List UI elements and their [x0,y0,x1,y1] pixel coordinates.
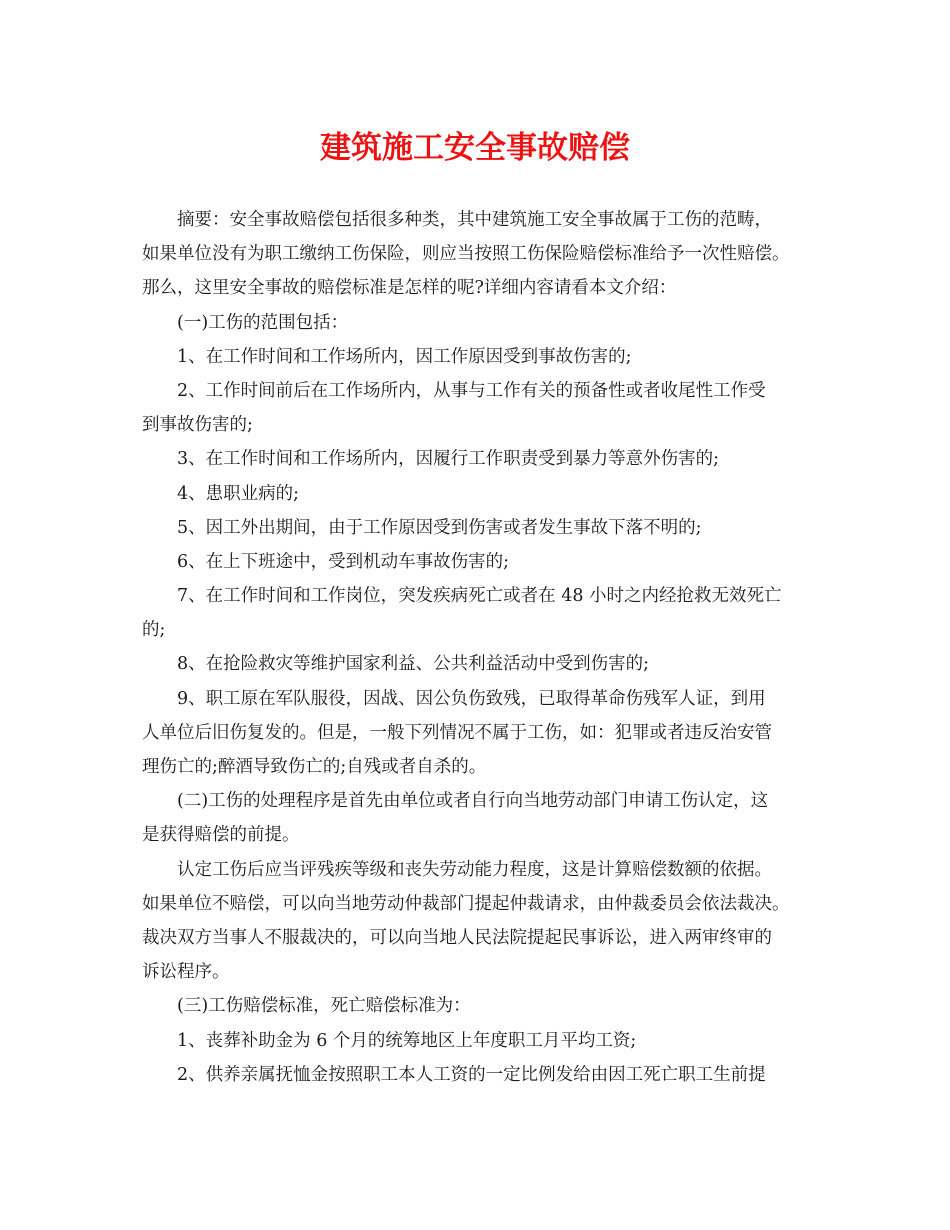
paragraph-line-indented: 2、供养亲属抚恤金按照职工本人工资的一定比例发给由因工死亡职工生前提 [177,1064,766,1085]
paragraph-line: 那么，这里安全事故的赔偿标准是怎样的呢?详细内容请看本文介绍： [142,278,677,299]
paragraph-line: 诉讼程序。 [142,962,230,983]
paragraph-line-indented: (三)工伤赔偿标准，死亡赔偿标准为： [177,996,471,1017]
paragraph-line: 人单位后旧伤复发的。但是，一般下列情况不属于工伤，如：犯罪或者违反治安管 [142,722,772,743]
paragraph-line-indented: 7、在工作时间和工作岗位，突发疾病死亡或者在 48 小时之内经抢救无效死亡 [177,586,782,607]
paragraph-line: 裁决双方当事人不服裁决的，可以向当地人民法院提起民事诉讼，进入两审终审的 [142,927,772,948]
paragraph-line: 理伤亡的;醉酒导致伤亡的;自残或者自杀的。 [142,757,487,777]
paragraph-line-indented: 1、丧葬补助金为 6 个月的统筹地区上年度职工月平均工资; [177,1030,637,1051]
paragraph-line: 如果单位没有为职工缴纳工伤保险，则应当按照工伤保险赔偿标准给予一次性赔偿。 [142,244,790,265]
paragraph-line-indented: (二)工伤的处理程序是首先由单位或者自行向当地劳动部门申请工伤认定，这 [177,791,769,812]
paragraph-line-indented: 1、在工作时间和工作场所内，因工作原因受到事故伤害的; [177,346,632,367]
paragraph-line: 到事故伤害的; [142,415,253,436]
paragraph-line-indented: (一)工伤的范围包括： [177,312,349,333]
paragraph-line-indented: 3、在工作时间和工作场所内，因履行工作职责受到暴力等意外伤害的; [177,449,720,470]
paragraph-line-indented: 5、因工外出期间，由于工作原因受到伤害或者发生事故下落不明的; [177,517,702,538]
paragraph-line: 的; [142,620,166,641]
paragraph-line-indented: 认定工伤后应当评残疾等级和丧失劳动能力程度，这是计算赔偿数额的依据。 [177,859,772,880]
paragraph-line-indented: 摘要：安全事故赔偿包括很多种类，其中建筑施工安全事故属于工伤的范畴， [177,210,772,230]
paragraph-line-indented: 2、工作时间前后在工作场所内，从事与工作有关的预备性或者收尾性工作受 [177,380,766,401]
paragraph-line-indented: 9、职工原在军队服役，因战、因公负伤致残，已取得革命伤残军人证，到用 [177,688,766,709]
document-body [142,203,822,1092]
document-title: 建筑施工安全事故赔偿 [320,130,630,166]
paragraph-line-indented: 4、患职业病的; [177,483,300,504]
paragraph-line-indented: 6、在上下班途中，受到机动车事故伤害的; [177,551,510,572]
paragraph-line: 是获得赔偿的前提。 [142,825,300,846]
paragraph-line-indented: 8、在抢险救灾等维护国家利益、公共利益活动中受到伤害的; [177,654,650,675]
paragraph-line: 如果单位不赔偿，可以向当地劳动仲裁部门提起仲裁请求，由仲裁委员会依法裁决。 [142,893,790,914]
